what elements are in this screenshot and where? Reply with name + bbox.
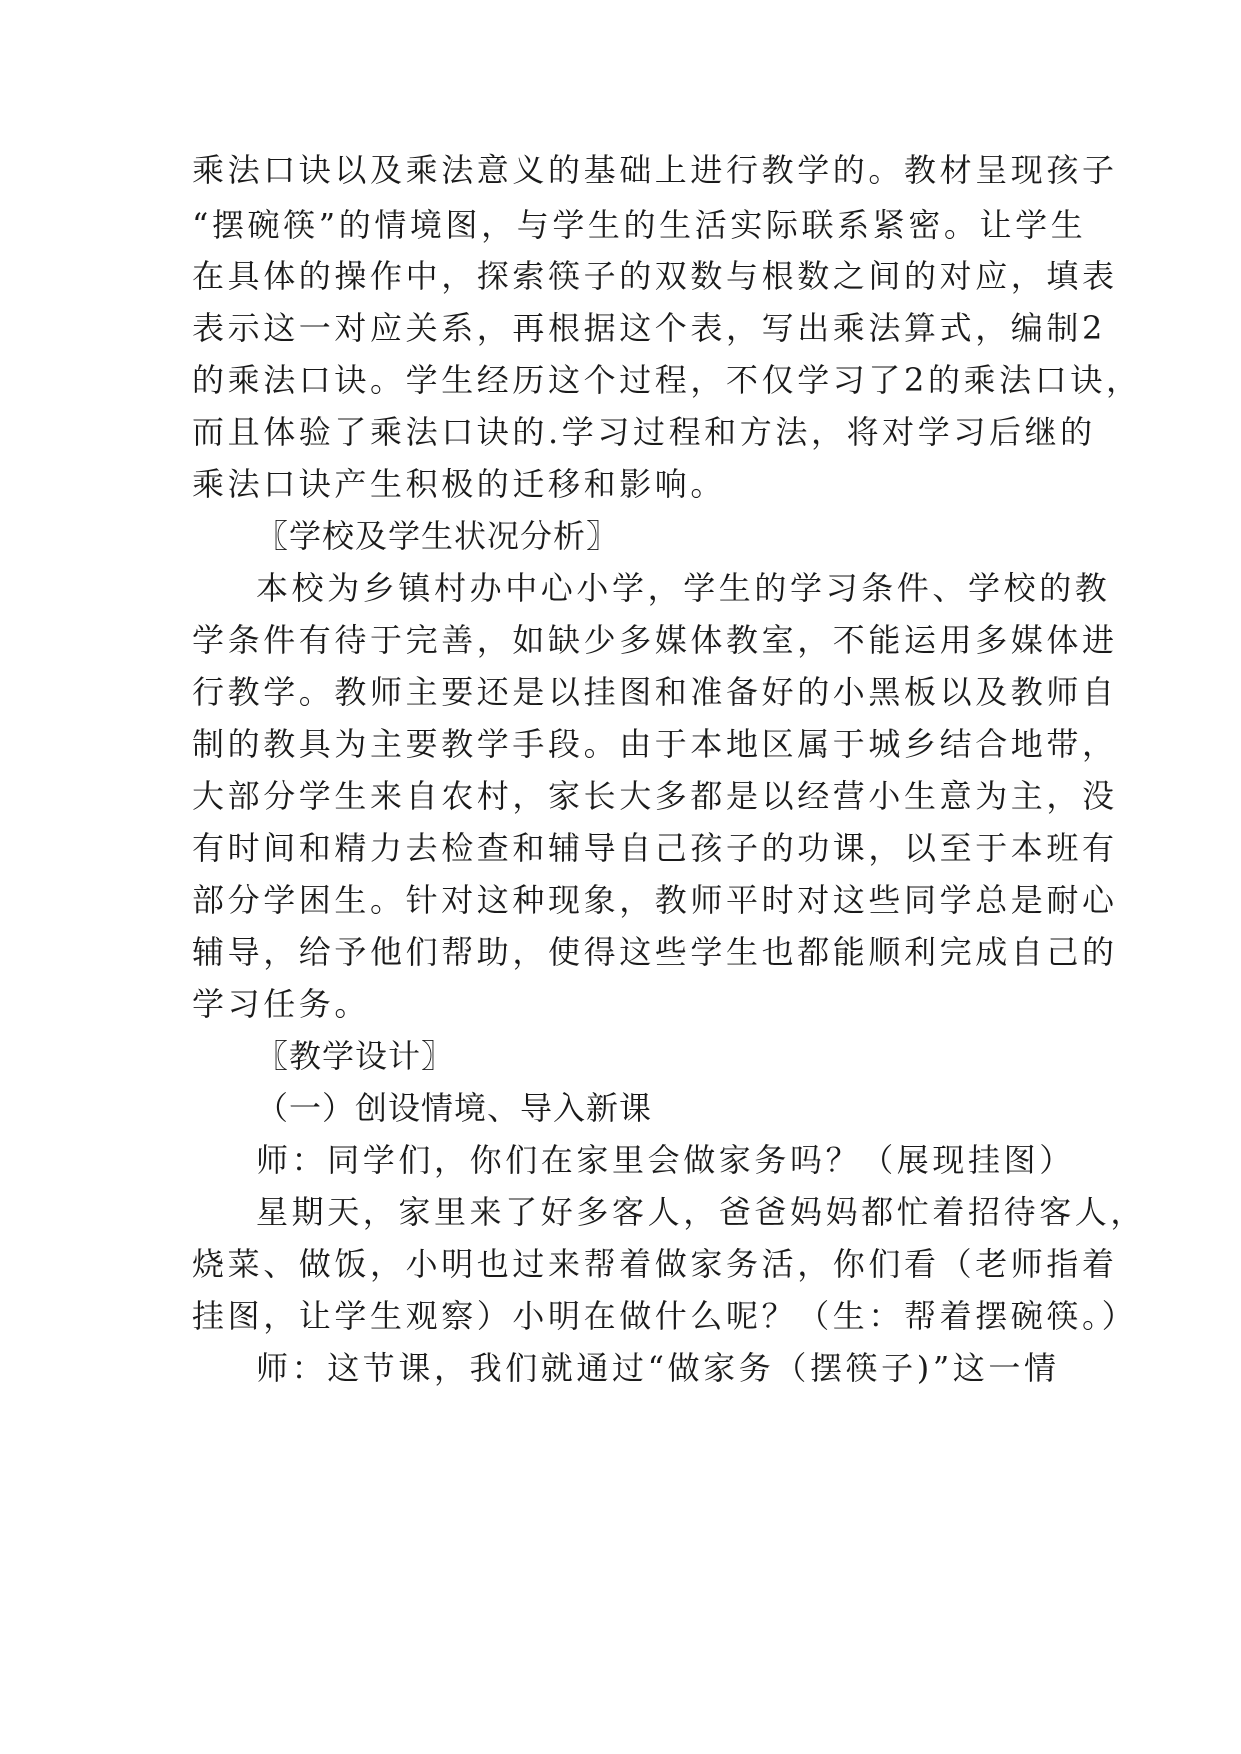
paragraph-line: 辅导，给予他们帮助，使得这些学生也都能顺利完成自己的 [192,933,1118,971]
paragraph-line: 乘法口诀以及乘法意义的基础上进行教学的。教材呈现孩子 [192,151,1118,189]
paragraph-line: 而且体验了乘法口诀的.学习过程和方法，将对学习后继的 [192,413,1096,451]
paragraph-line: 学习任务。 [192,985,371,1023]
subsection-heading: （一）创设情境、导入新课 [256,1089,653,1127]
paragraph-line: 师：同学们，你们在家里会做家务吗？（展现挂图） [256,1141,1075,1179]
paragraph-line: 星期天，家里来了好多客人，爸爸妈妈都忙着招待客人， [256,1193,1147,1231]
paragraph-line: 制的教具为主要教学手段。由于本地区属于城乡结合地带， [192,725,1118,763]
paragraph-line: 师：这节课，我们就通过“做家务（摆筷子)”这一情 [256,1349,1060,1387]
paragraph-line: 部分学困生。针对这种现象，教师平时对这些同学总是耐心 [192,881,1118,919]
paragraph-line: 学条件有待于完善，如缺少多媒体教室，不能运用多媒体进 [192,621,1118,659]
paragraph-line: 挂图，让学生观察）小明在做什么呢？（生：帮着摆碗筷。） [192,1297,1138,1335]
paragraph-line: 表示这一对应关系，再根据这个表，写出乘法算式，编制2 [192,309,1106,347]
paragraph-line: 烧菜、做饭，小明也过来帮着做家务活，你们看（老师指着 [192,1245,1118,1283]
paragraph-line: “摆碗筷”的情境图，与学生的生活实际联系紧密。让学生 [192,206,1087,244]
paragraph-line: 的乘法口诀。学生经历这个过程，不仅学习了2的乘法口诀， [192,361,1142,399]
paragraph-line: 乘法口诀产生积极的迁移和影响。 [192,465,727,503]
section-heading-school-analysis: 〖学校及学生状况分析〗 [256,517,620,555]
section-heading-teaching-design: 〖教学设计〗 [256,1037,455,1075]
paragraph-line: 有时间和精力去检查和辅导自己孩子的功课，以至于本班有 [192,829,1118,867]
paragraph-line: 本校为乡镇村办中心小学，学生的学习条件、学校的教 [256,569,1111,607]
paragraph-line: 大部分学生来自农村，家长大多都是以经营小生意为主，没 [192,777,1118,815]
paragraph-line: 行教学。教师主要还是以挂图和准备好的小黑板以及教师自 [192,673,1118,711]
paragraph-line: 在具体的操作中，探索筷子的双数与根数之间的对应，填表 [192,257,1118,295]
